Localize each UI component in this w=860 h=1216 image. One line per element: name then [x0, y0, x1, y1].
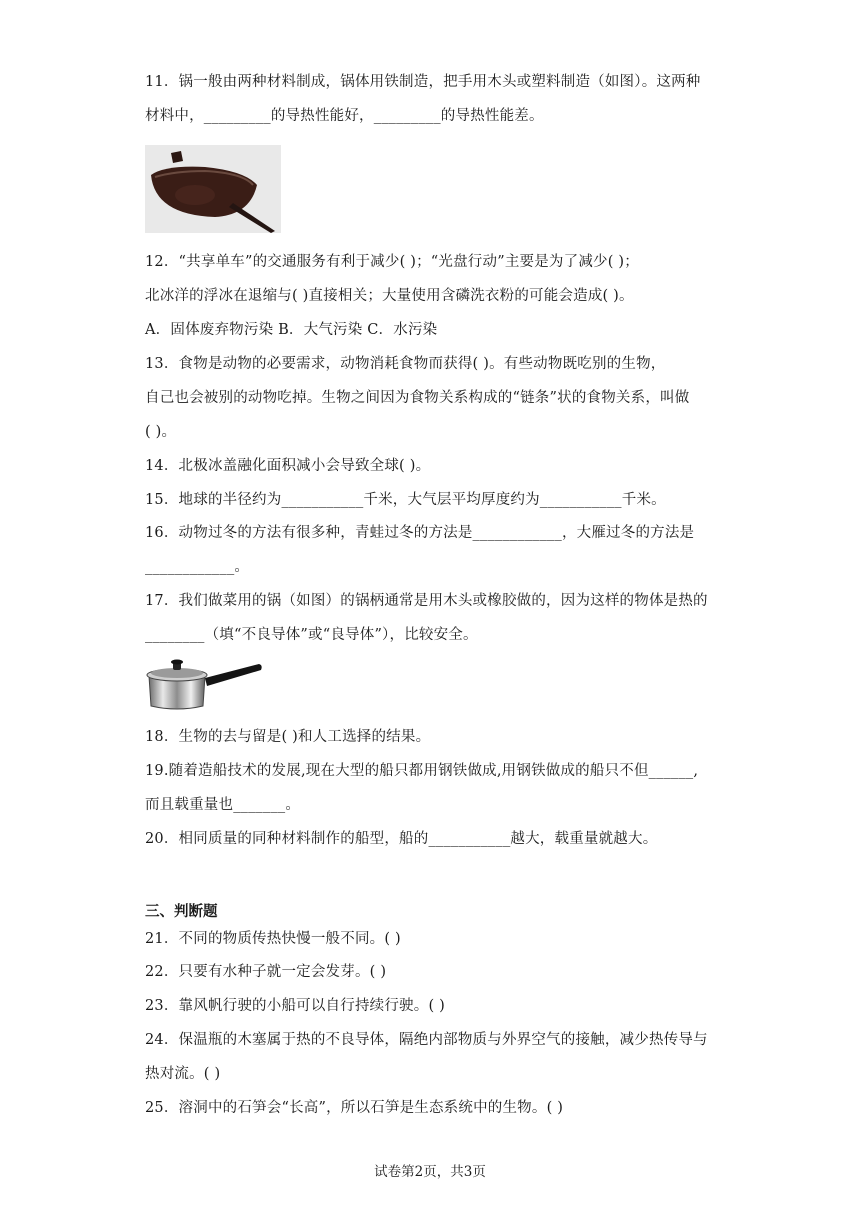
- q12-line2: 北冰洋的浮冰在退缩与( )直接相关；大量使用含磷洗衣粉的可能会造成( )。: [145, 288, 634, 304]
- q18-line: 18．生物的去与留是( )和人工选择的结果。: [145, 729, 431, 745]
- q16-line1: 16．动物过冬的方法有很多种，青蛙过冬的方法是____________，大雁过冬的方法是: [145, 525, 695, 541]
- q16-line2: ____________。: [145, 559, 250, 575]
- section-title-judgement: 三、判断题: [145, 904, 218, 920]
- q17-line2: ________（填“不良导体”或“良导体”），比较安全。: [145, 627, 478, 643]
- q21-line: 21．不同的物质传热快慢一般不同。( ): [145, 931, 401, 947]
- q25-line: 25．溶洞中的石笋会“长高”，所以石笋是生态系统中的生物。( ): [145, 1100, 564, 1116]
- q22-line: 22．只要有水种子就一定会发芽。( ): [145, 964, 387, 980]
- q19-line2: 而且载重量也_______。: [145, 797, 301, 813]
- q13-line1: 13．食物是动物的必要需求，动物消耗食物而获得( )。有些动物既吃别的生物，: [145, 356, 666, 372]
- q12-line1: 12．“共享单车”的交通服务有利于减少( )；“光盘行动”主要是为了减少( )；: [145, 254, 639, 270]
- q11-line1: 11．锅一般由两种材料制成，锅体用铁制造，把手用木头或塑料制造（如图）。这两种: [145, 74, 701, 90]
- q15-line: 15．地球的半径约为___________千米，大气层平均厚度约为___________千米。: [145, 492, 666, 508]
- q24-line2: 热对流。( ): [145, 1066, 221, 1082]
- q14-line: 14．北极冰盖融化面积减小会导致全球( )。: [145, 458, 431, 474]
- saucepan-image: [145, 656, 263, 712]
- q20-line: 20．相同质量的同种材料制作的船型，船的___________越大，载重量就越大。: [145, 831, 658, 847]
- q11-line2: 材料中，_________的导热性能好，_________的导热性能差。: [145, 108, 544, 124]
- q17-line1: 17．我们做菜用的锅（如图）的锅柄通常是用木头或橡胶做的，因为这样的物体是热的: [145, 593, 708, 609]
- q24-line1: 24．保温瓶的木塞属于热的不良导体，隔绝内部物质与外界空气的接触，减少热传导与: [145, 1032, 708, 1048]
- q23-line: 23．靠风帆行驶的小船可以自行持续行驶。( ): [145, 998, 445, 1014]
- q12-options: A．固体废弃物污染 B．大气污染 C．水污染: [145, 322, 438, 338]
- q19-line1: 19.随着造船技术的发展,现在大型的船只都用钢铁做成,用钢铁做成的船只不但______,: [145, 763, 699, 779]
- wok-image: [145, 145, 281, 233]
- page-footer: 试卷第2页，共3页: [374, 1164, 486, 1180]
- q13-line2: 自己也会被别的动物吃掉。生物之间因为食物关系构成的“链条”状的食物关系，叫做: [145, 390, 690, 406]
- q13-line3: ( )。: [145, 424, 177, 440]
